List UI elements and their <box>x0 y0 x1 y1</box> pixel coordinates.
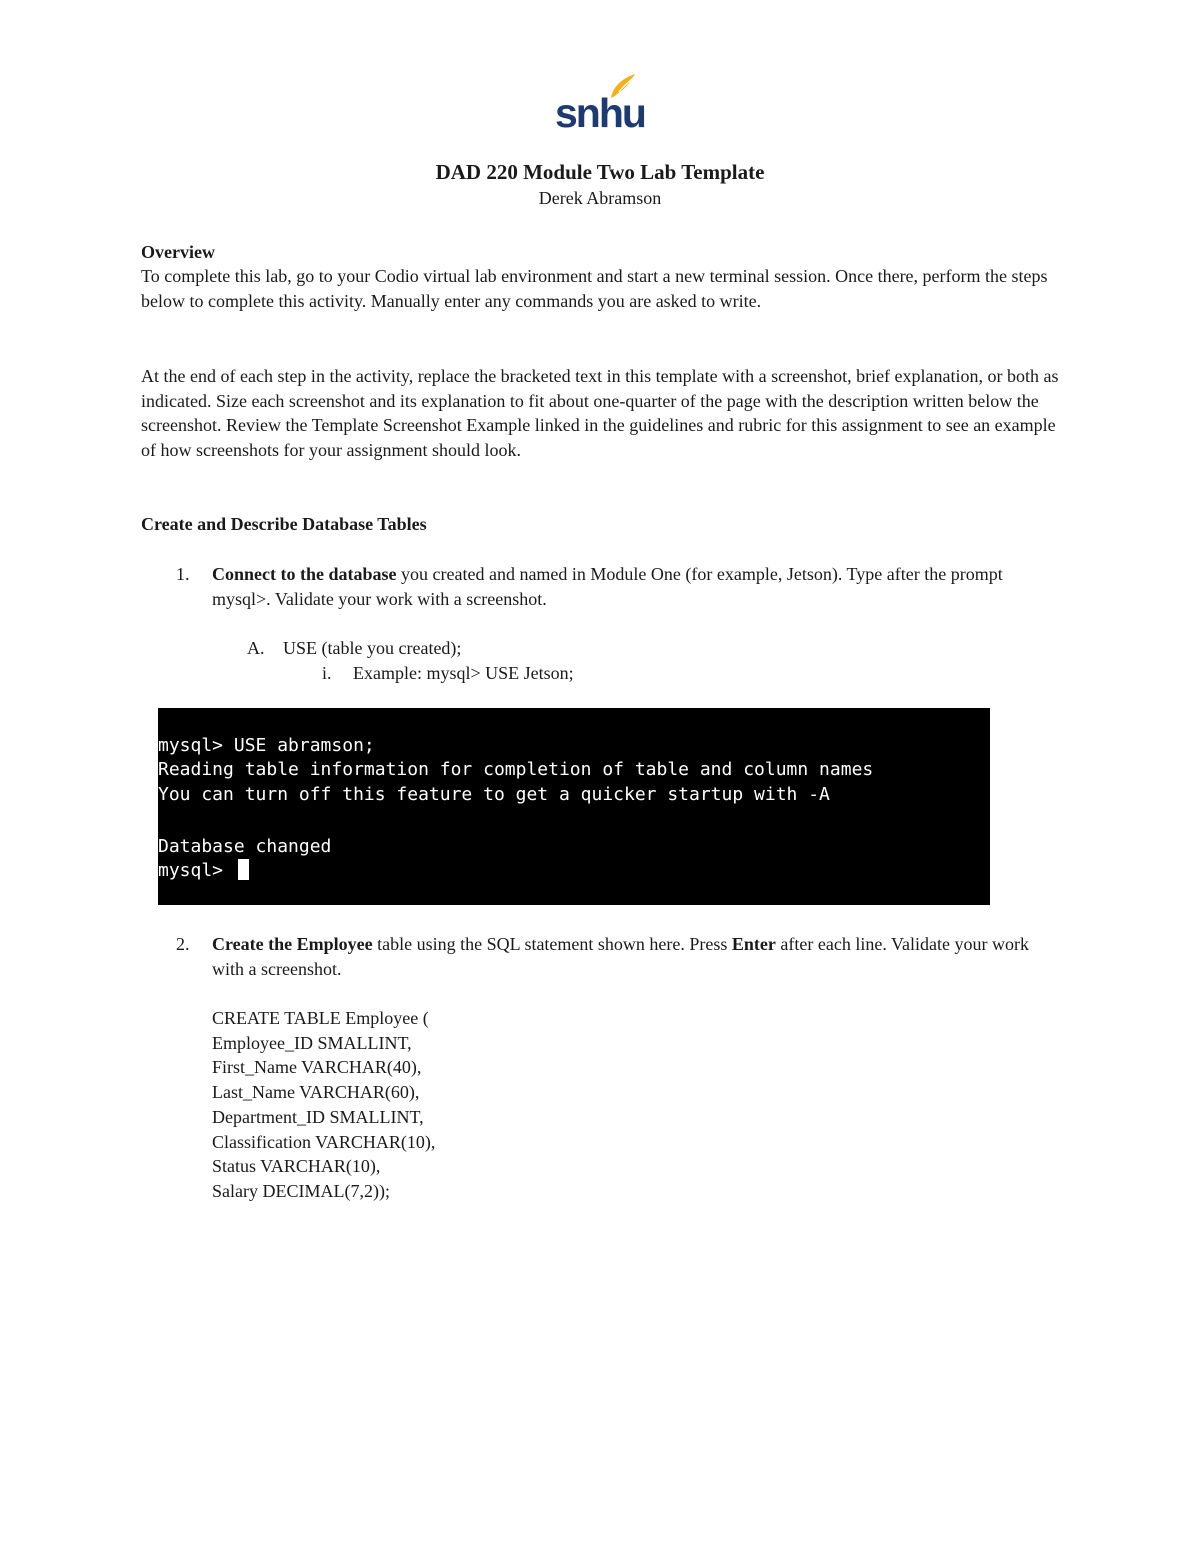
logo-wordmark: snhu <box>555 90 645 136</box>
terminal-line-3: You can turn off this feature to get a quicker startup with -A <box>158 784 830 805</box>
overview-heading: Overview <box>141 242 215 262</box>
step-1ai-marker: i. <box>322 663 332 683</box>
sql-line: Employee_ID SMALLINT, <box>212 1032 412 1053</box>
terminal-cursor <box>238 859 249 880</box>
sql-line: Classification VARCHAR(10), <box>212 1131 436 1152</box>
overview-paragraph-1: To complete this lab, go to your Codio virtual lab environment and start a new terminal session. Once there, perform the steps below to complete this activity. Manually enter any commands you are asked to write. <box>141 266 1048 311</box>
step-1-number: 1. <box>176 564 190 584</box>
step-2-body-2: after each line. Validate your work with a screenshot. <box>212 934 1029 979</box>
terminal-line-1: mysql> USE abramson; <box>158 735 375 756</box>
step-1a-marker: A. <box>247 638 265 658</box>
terminal-prompt-line <box>158 859 249 883</box>
document-author: Derek Abramson <box>538 188 662 208</box>
sql-line: Last_Name VARCHAR(60), <box>212 1082 420 1103</box>
step-2-number: 2. <box>176 934 190 954</box>
sql-line: First_Name VARCHAR(40), <box>212 1057 422 1078</box>
sql-line: Department_ID SMALLINT, <box>212 1106 424 1127</box>
sql-statement <box>212 1006 435 1204</box>
sql-line: CREATE TABLE Employee ( <box>212 1008 429 1028</box>
overview-paragraph-2: At the end of each step in the activity, replace the bracketed text in this template with a screenshot, brief explanation, or both as indicated. Size each screenshot and its explanation to fit about one-quarter of the page with the description written below the screenshot. Review the Template Screenshot Example linked in the guidelines and rubric for this assignment to see an example of how screenshots for your assignment should look. <box>141 366 1059 461</box>
step-2-bold-2: Enter <box>731 934 776 954</box>
document-title: DAD 220 Module Two Lab Template <box>435 160 765 184</box>
step-1-body: you created and named in Module One (for example, Jetson). Type after the prompt mysql>. Validate your work with a screenshot. <box>212 564 1003 609</box>
snhu-logo <box>555 72 645 136</box>
step-2-text <box>212 932 1052 981</box>
section-heading: Create and Describe Database Tables <box>141 514 427 534</box>
step-2-body-1: table using the SQL statement shown here. Press <box>372 934 732 954</box>
terminal-screenshot <box>158 708 990 905</box>
terminal-prompt: mysql> <box>158 860 234 881</box>
step-1a-text: USE (table you created); <box>283 638 462 658</box>
step-1ai-text: Example: mysql> USE Jetson; <box>353 663 574 683</box>
terminal-line-2: Reading table information for completion of table and column names <box>158 759 874 780</box>
step-2-bold-1: Create the Employee <box>212 934 373 954</box>
sql-line: Salary DECIMAL(7,2)); <box>212 1180 390 1201</box>
terminal-line-5: Database changed <box>158 836 332 857</box>
step-1-bold: Connect to the database <box>212 564 397 584</box>
step-1-text <box>212 562 1052 611</box>
sql-line: Status VARCHAR(10), <box>212 1156 381 1177</box>
